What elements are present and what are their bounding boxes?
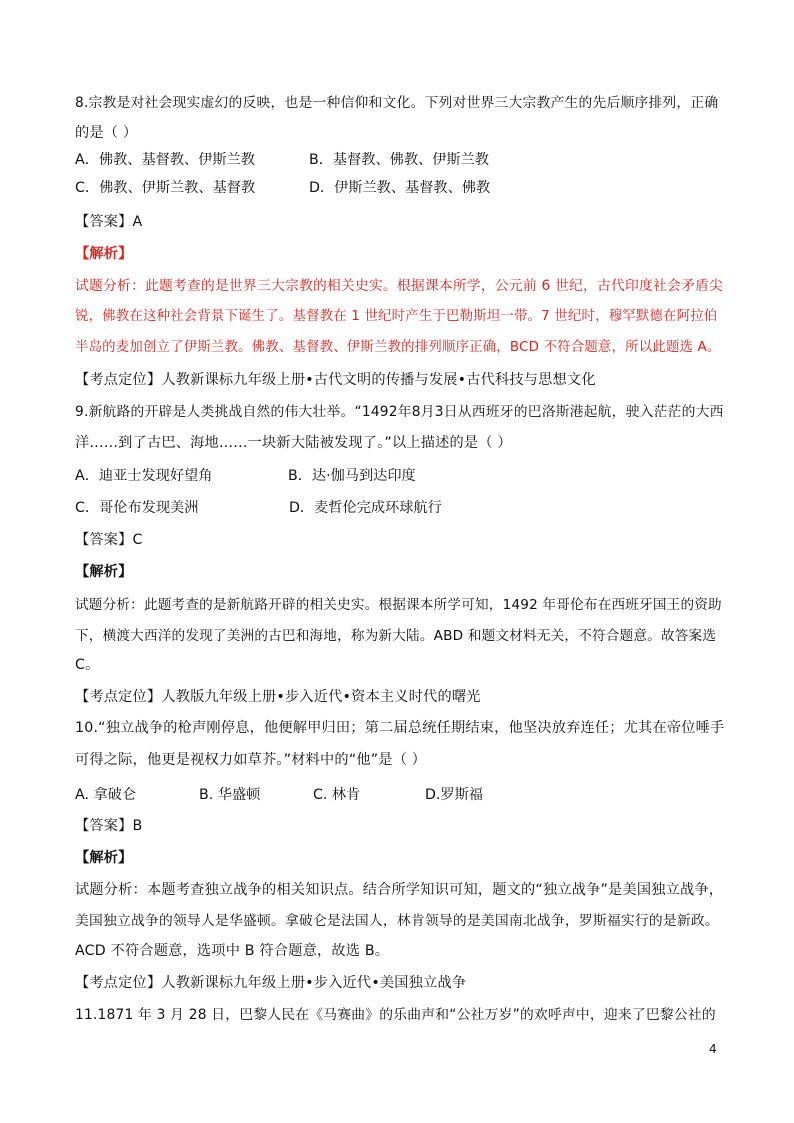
q9-answer: 【答案】C bbox=[75, 532, 143, 548]
q8-analysis-line3: 半岛的麦加创立了伊斯兰教。佛教、基督教、伊斯兰教的排列顺序正确，BCD 不符合题意，所以此题选 A。 bbox=[75, 340, 721, 355]
q8-option-b: B．基督教、佛教、伊斯兰教 bbox=[309, 152, 489, 168]
q10-option-b: B. 华盛顿 bbox=[199, 787, 261, 803]
page-number: 4 bbox=[709, 1042, 717, 1056]
q11-stem-line1: 11.1871 年 3 月 28 日，巴黎人民在《马赛曲》的乐曲声和“公社万岁”的欢呼声中，迎来了巴黎公社的 bbox=[75, 1007, 716, 1023]
q10-stem-line2: 可得之际，他更是视权力如草芥。”材料中的“他”是（ ） bbox=[75, 752, 427, 768]
q9-kaodian: 【考点定位】人教版九年级上册•步入近代•资本主义时代的曙光 bbox=[75, 689, 481, 705]
q10-option-a: A. 拿破仑 bbox=[75, 787, 137, 803]
q9-analysis-line3: C。 bbox=[75, 657, 100, 673]
q10-kaodian: 【考点定位】人教新课标九年级上册•步入近代•美国独立战争 bbox=[75, 975, 467, 991]
q9-analysis-label: 【解析】 bbox=[75, 564, 133, 580]
q10-answer: 【答案】B bbox=[75, 818, 143, 834]
q8-stem-line2: 的是（ ） bbox=[75, 125, 138, 141]
q10-option-d: D.罗斯福 bbox=[425, 787, 483, 803]
q8-kaodian: 【考点定位】人教新课标九年级上册•古代文明的传播与发展•古代科技与思想文化 bbox=[75, 372, 596, 388]
q9-analysis-line1: 试题分析：此题考查的是新航路开辟的相关史实。根据课本所学可知，1492 年哥伦布在西班牙国王的资助 bbox=[75, 597, 722, 613]
q9-analysis-line2: 下，横渡大西洋的发现了美洲的古巴和海地，称为新大陆。ABD 和题文材料无关，不符合题意。故答案选 bbox=[75, 628, 717, 644]
q8-analysis-line2: 锐，佛教在这种社会背景下诞生了。基督教在 1 世纪时产生于巴勒斯坦一带。7 世纪时，穆罕默德在阿拉伯 bbox=[75, 309, 718, 324]
q10-analysis-line2: 美国独立战争的领导人是华盛顿。拿破仑是法国人，林肯领导的是美国南北战争，罗斯福实行的是新政。 bbox=[75, 913, 719, 929]
q8-analysis-label: 【解析】 bbox=[75, 246, 133, 262]
q10-analysis-line3: ACD 不符合题意，选项中 B 符合题意，故选 B。 bbox=[75, 943, 390, 959]
q9-stem-line1: 9.新航路的开辟是人类挑战自然的伟大壮举。“1492年8月3日从西班牙的巴洛斯港起航，驶入茫茫的大西 bbox=[75, 404, 724, 420]
q8-stem-line1: 8.宗教是对社会现实虚幻的反映，也是一种信仰和文化。下列对世界三大宗教产生的先后顺序排列，正确 bbox=[75, 95, 719, 111]
q9-option-d: D．麦哲伦完成环球航行 bbox=[289, 500, 442, 516]
q9-option-a: A．迪亚士发现好望角 bbox=[75, 468, 213, 484]
q8-analysis-line1: 试题分析：此题考查的是世界三大宗教的相关史实。根据课本所学，公元前 6 世纪，古代印度社会矛盾尖 bbox=[75, 278, 724, 294]
q8-answer: 【答案】A bbox=[75, 214, 143, 230]
q9-option-b: B．达·伽马到达印度 bbox=[288, 468, 416, 484]
q10-analysis-line1: 试题分析：本题考查独立战争的相关知识点。结合所学知识可知，题文的“独立战争”是美国独立战争， bbox=[75, 882, 724, 898]
q10-stem-line1: 10.“独立战争的枪声刚停息，他便解甲归田；第二届总统任期结束，他坚决放弃连任；尤其在帝位唾手 bbox=[75, 720, 725, 736]
q9-stem-line2: 洋……到了古巴、海地……一块新大陆被发现了。”以上描述的是（ ） bbox=[75, 435, 512, 451]
q8-option-a: A．佛教、基督教、伊斯兰教 bbox=[75, 152, 255, 168]
q10-option-c: C. 林肯 bbox=[313, 787, 361, 803]
q8-option-c: C．佛教、伊斯兰教、基督教 bbox=[75, 180, 256, 196]
q8-option-d: D．伊斯兰教、基督教、佛教 bbox=[309, 180, 491, 196]
q10-analysis-label: 【解析】 bbox=[75, 850, 133, 866]
q9-option-c: C．哥伦布发现美洲 bbox=[75, 500, 199, 516]
